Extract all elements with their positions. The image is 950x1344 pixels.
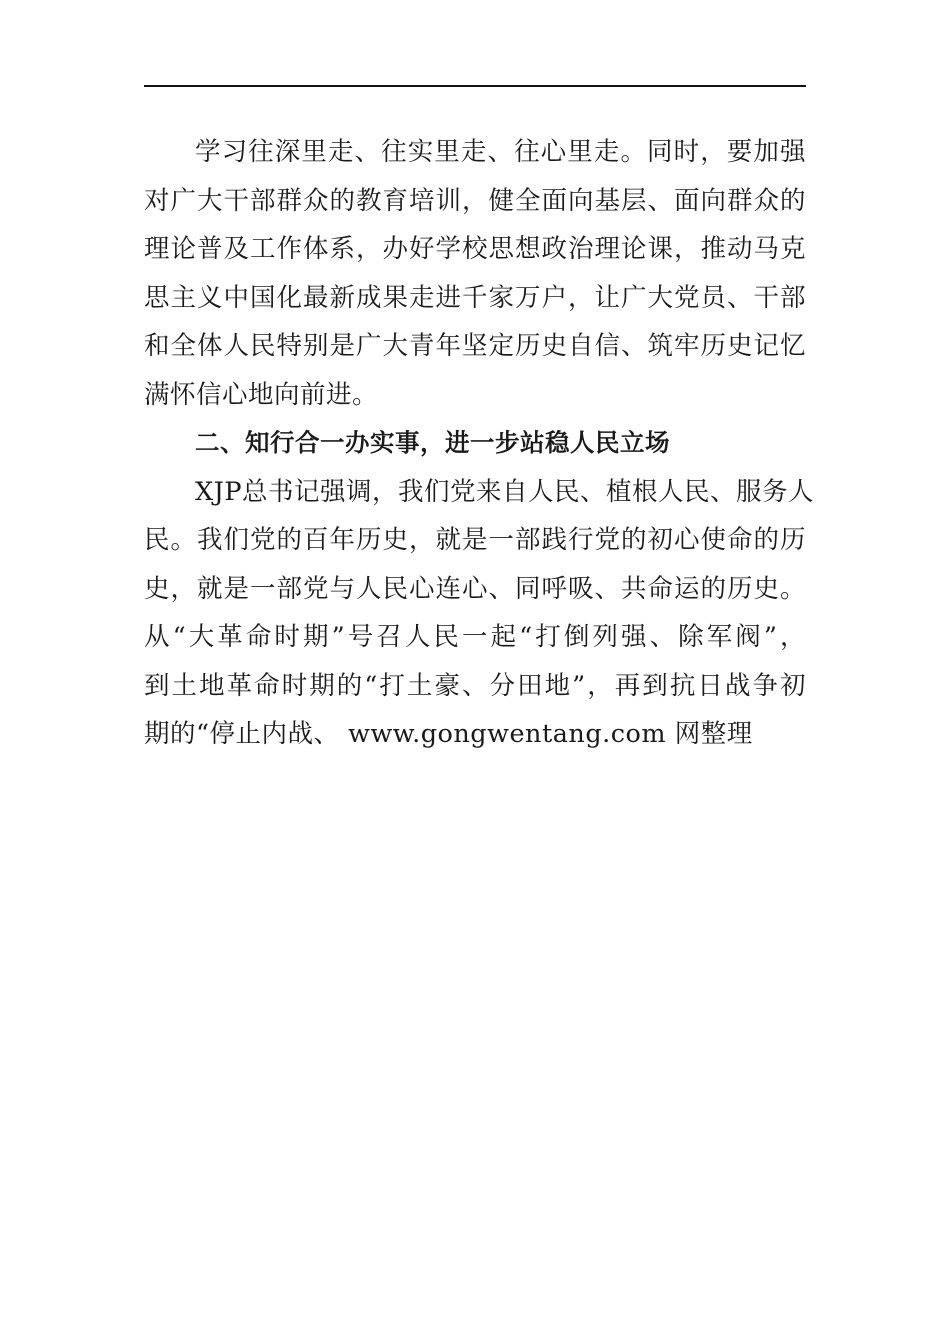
paragraph-1: [144, 128, 806, 419]
paragraph-line: 学习往深里走、往实里走、往心里走。同时，要加强: [195, 137, 806, 167]
paragraph-line: 史，就是一部党与人民心连心、同呼吸、共命运的历史。: [144, 573, 806, 604]
header-rule: [144, 85, 806, 87]
paragraph-2: [144, 468, 815, 759]
section-heading: 二、知行合一办实事，进一步站稳人民立场: [195, 428, 670, 457]
paragraph-line: XJP总书记强调，我们党来自人民、植根人民、服务人: [195, 476, 815, 507]
paragraph-line: 到土地革命时期的“打土豪、分田地”，再到抗日战争初: [144, 670, 806, 701]
paragraph-line: 民。我们党的百年历史，就是一部践行党的初心使命的历: [144, 525, 806, 555]
paragraph-line: 满怀信心地向前进。: [144, 379, 379, 410]
document-body: [144, 128, 815, 759]
paragraph-line: 对广大干部群众的教育培训，健全面向基层、面向群众的: [144, 185, 806, 216]
paragraph-line: 思主义中国化最新成果走进千家万户，让广大党员、干部: [144, 282, 806, 313]
paragraph-line: 从“大革命时期”号召人民一起“打倒列强、除军阀”，: [144, 622, 806, 652]
paragraph-line: 期的“停止内战、 www.gongwentang.com 网整理: [144, 719, 753, 749]
paragraph-line: 和全体人民特别是广大青年坚定历史自信、筑牢历史记忆: [144, 331, 806, 361]
paragraph-line: 理论普及工作体系，办好学校思想政治理论课，推动马克: [144, 234, 806, 264]
